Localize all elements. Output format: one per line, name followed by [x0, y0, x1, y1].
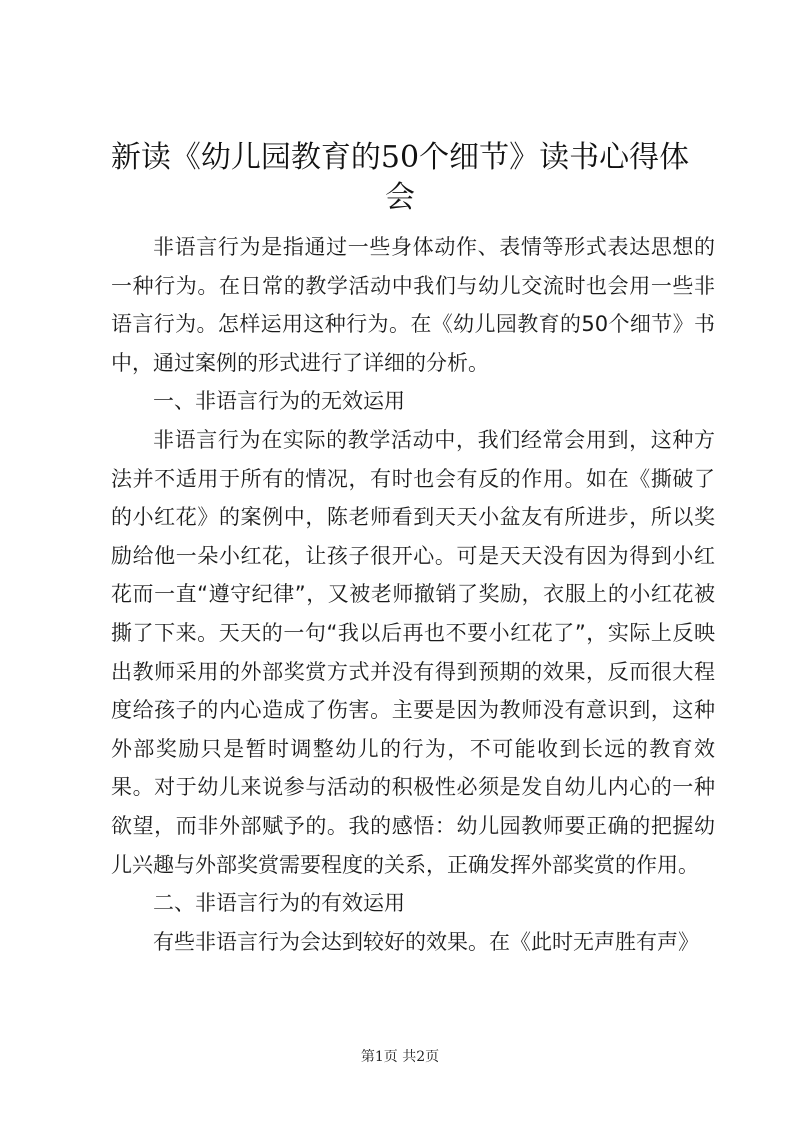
document-body	[111, 228, 715, 961]
intro-paragraph: 非语言行为是指通过一些身体动作、表情等形式表达思想的一种行为。在日常的教学活动中我们与幼儿交流时也会用一些非语言行为。怎样运用这种行为。在《幼儿园教育的50个细节》书中，通过案例的形式进行了详细的分析。	[111, 235, 715, 375]
page-number-footer: 第1页 共2页	[360, 1049, 440, 1065]
section-heading-1: 一、非语言行为的无效运用	[153, 389, 405, 414]
document-title: 新读《幼儿园教育的50个细节》读书心得体会	[110, 140, 690, 215]
section-2-paragraph: 有些非语言行为会达到较好的效果。在《此时无声胜有声》	[153, 929, 699, 954]
section-1-paragraph: 非语言行为在实际的教学活动中，我们经常会用到，这种方法并不适用于所有的情况，有时也会有反的作用。如在《撕破了的小红花》的案例中，陈老师看到天天小盆友有所进步，所以奖励给他一朵小红花，让孩子很开心。可是天天没有因为得到小红花而一直“遵守纪律”，又被老师撤销了奖励，衣服上的小红花被撕了下来。天天的一句“我以后再也不要小红花了”，实际上反映出教师采用的外部奖赏方式并没有得到预期的效果，反而很大程度给孩子的内心造成了伤害。主要是因为教师没有意识到，这种外部奖励只是暂时调整幼儿的行为，不可能收到长远的教育效果。对于幼儿来说参与活动的积极性必须是发自幼儿内心的一种欲望，而非外部赋予的。我的感悟：幼儿园教师要正确的把握幼儿兴趣与外部奖赏需要程度的关系，正确发挥外部奖赏的作用。	[111, 427, 715, 877]
section-heading-2: 二、非语言行为的有效运用	[153, 891, 405, 916]
